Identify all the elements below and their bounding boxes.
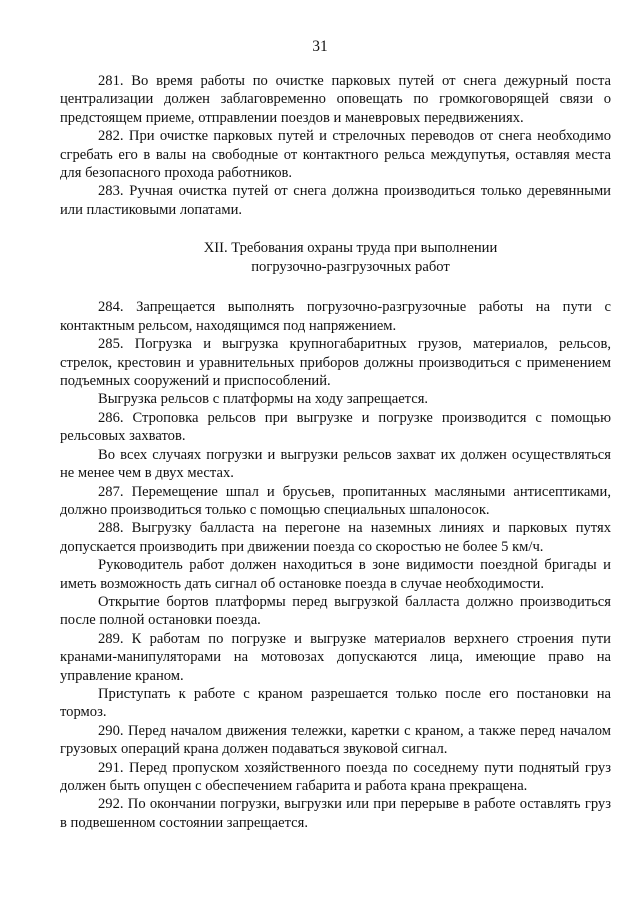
paragraph-283: 283. Ручная очистка путей от снега должна производиться только деревянными или пластиковыми лопатами. (60, 183, 611, 218)
section-heading-line-2: погрузочно-разгрузочных работ (251, 258, 450, 275)
paragraph-289-note: Приступать к работе с краном разрешается только после его постановки на тормоз. (60, 685, 611, 721)
paragraph-290: 290. Перед началом движения тележки, каретки с краном, а также перед началом грузовых операций крана должен подаваться звуковой сигнал. (60, 722, 611, 758)
paragraph-288: 288. Выгрузку балласта на перегоне на наземных линиях и парковых путях допускается производить при движении поезда со скоростью не более 5 км/ч. (60, 520, 611, 555)
paragraph-291: 291. Перед пропуском хозяйственного поезда по соседнему пути поднятый груз должен быть опущен с обеспечением габарита и работа крана прекращена. (60, 759, 611, 794)
page-number: 31 (312, 38, 328, 55)
document-body (60, 72, 611, 832)
paragraph-281: 281. Во время работы по очистке парковых путей от снега дежурный поста централизации должен заблаговременно оповещать по громкоговорящей связи о предстоящем приеме, отправлении поездов и маневровых передвижениях. (60, 73, 611, 126)
paragraph-289: 289. К работам по погрузке и выгрузке материалов верхнего строения пути кранами-манипуляторами на мотовозах допускаются лица, имеющие право на управление краном. (60, 630, 611, 684)
section-heading (60, 239, 611, 276)
section-heading-line-1: XII. Требования охраны труда при выполнении (203, 240, 498, 257)
paragraph-284: 284. Запрещается выполнять погрузочно-разгрузочные работы на пути с контактным рельсом, находящимся под напряжением. (60, 299, 611, 334)
paragraph-285: 285. Погрузка и выгрузка крупногабаритных грузов, материалов, рельсов, стрелок, крестовин и уравнительных приборов должны производиться с применением подъемных сооружений и приспособлений. (60, 336, 611, 390)
paragraph-288-note-1: Руководитель работ должен находиться в зоне видимости поездной бригады и иметь возможность дать сигнал об остановке поезда в случае необходимости. (60, 557, 611, 592)
paragraph-285-note: Выгрузка рельсов с платформы на ходу запрещается. (98, 391, 429, 408)
paragraph-286-note: Во всех случаях погрузки и выгрузки рельсов захват их должен осуществляться не менее чем в двух местах. (60, 446, 611, 482)
paragraph-288-note-2: Открытие бортов платформы перед выгрузкой балласта должно производиться после полной остановки поезда. (60, 593, 611, 629)
paragraph-292: 292. По окончании погрузки, выгрузки или при перерыве в работе оставлять груз в подвешенном состоянии запрещается. (60, 796, 611, 831)
paragraph-287: 287. Перемещение шпал и брусьев, пропитанных масляными антисептиками, должно производиться только с помощью специальных шпалоносок. (60, 483, 611, 518)
paragraph-282: 282. При очистке парковых путей и стрелочных переводов от снега необходимо сгребать его в валы на свободные от контактного рельса междупутья, оставляя места для безопасного прохода работников. (60, 128, 611, 182)
paragraph-286: 286. Строповка рельсов при выгрузке и погрузке производится с помощью рельсовых захватов. (60, 409, 611, 445)
